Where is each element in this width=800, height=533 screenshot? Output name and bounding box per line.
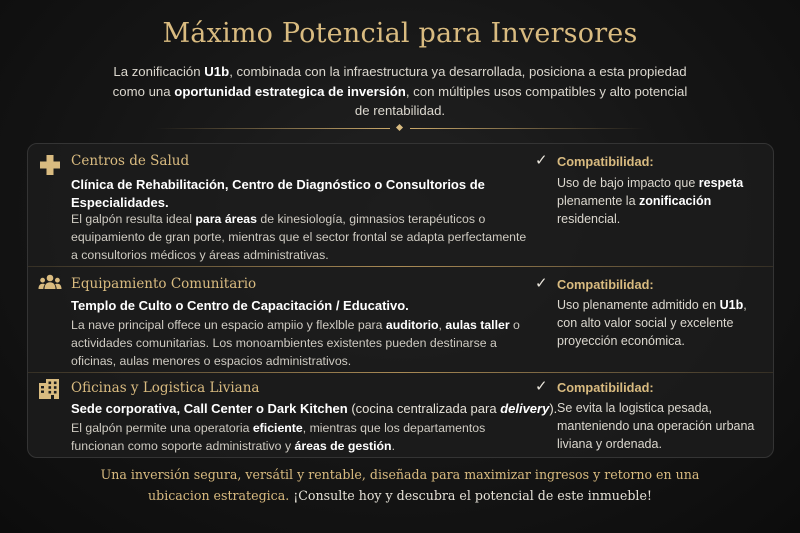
desc-highlight: aulas taller <box>445 318 510 332</box>
divider-line-right <box>410 128 645 129</box>
compat-text: , con alto valor social y excelente proyección económica. <box>557 298 747 348</box>
desc-text: La nave principal offece un espacio ampiio y flexlble para <box>71 318 386 332</box>
compatibility-text <box>557 399 767 453</box>
compat-text: residencial. <box>557 212 621 226</box>
intro-text: , combinada con la infraestructura ya desarrollada, posiciona a esta propiedad <box>229 64 687 79</box>
section-subtitle <box>71 400 558 418</box>
desc-text: , mientras que los departamentos funcionan como soporte administrativo y <box>71 421 486 453</box>
desc-text: o actividades comunitarias. Los monoambientes existentes pueden destinarse a oficinas, aulas menores o espacios administrativos. <box>71 318 520 368</box>
desc-highlight: auditorio <box>385 318 439 332</box>
office-building-icon <box>38 378 62 400</box>
section-title: Equipamiento Comunitario <box>71 276 257 292</box>
section-title: Oficinas y Logistica Liviana <box>71 380 260 396</box>
check-icon: ✓ <box>535 274 548 292</box>
section-description <box>71 316 531 370</box>
compatibility-text <box>557 174 767 228</box>
subtitle-plain: ). <box>549 401 558 416</box>
subtitle-emphasis: delivery <box>500 401 550 416</box>
intro-zone-code: U1b <box>204 64 230 79</box>
divider-diamond-icon <box>396 124 403 131</box>
section-title: Centros de Salud <box>71 153 190 169</box>
closing-statement <box>60 464 740 506</box>
medical-cross-icon <box>38 154 62 176</box>
compat-text: plenamente la <box>557 194 640 208</box>
check-icon: ✓ <box>535 377 548 395</box>
intro-text: de rentabilidad. <box>354 103 446 118</box>
compat-text: Uso de bajo impacto que <box>557 176 699 190</box>
compatibility-label: Compatibilidad: <box>557 154 654 169</box>
subtitle-bold: Sede corporativa, Call Center o Dark Kitchen <box>71 401 348 416</box>
subtitle-plain: (cocina centralizada para <box>347 401 501 416</box>
desc-text: El galpón permite una operatoria <box>71 421 253 435</box>
divider-line-left <box>155 128 390 129</box>
section-subtitle: Clínica de Rehabilitación, Centro de Diagnóstico o Consultorios de Especialidades. <box>71 177 485 210</box>
compatibility-label: Compatibilidad: <box>557 380 654 395</box>
desc-text: , <box>438 318 446 332</box>
compat-highlight: zonificación <box>639 194 712 208</box>
uses-panel <box>27 143 774 458</box>
section-description <box>71 210 531 264</box>
desc-text: . <box>391 439 395 453</box>
section-divider <box>28 372 773 373</box>
compat-text: Uso plenamente admitido en <box>557 298 720 312</box>
section-subtitle: Templo de Culto o Centro de Capacitación / Educativo. <box>71 298 409 313</box>
desc-text: de kinesiología, gimnasios terapéuticos o equipamiento de gran porte, mientras que el sector frontal se adapta perfectamente a consultorios médicos y áreas administrativas. <box>71 212 527 262</box>
closing-line: ubicacion estrategica. <box>148 488 294 503</box>
desc-text: El galpón resulta ideal <box>71 212 196 226</box>
intro-text: La zonificación <box>113 64 205 79</box>
community-people-icon <box>38 273 62 295</box>
section-description <box>71 419 531 455</box>
desc-highlight: áreas de gestión <box>294 439 392 453</box>
ornamental-divider <box>155 125 645 131</box>
section-divider <box>28 266 773 267</box>
intro-highlight: oportunidad estrategica de inversión <box>174 83 406 99</box>
closing-call-to-action: ¡Consulte hoy y descubra el potencial de este inmueble! <box>293 488 652 503</box>
compatibility-label: Compatibilidad: <box>557 277 654 292</box>
compatibility-text <box>557 296 767 350</box>
intro-paragraph <box>95 62 705 121</box>
intro-text: , con múltiples usos compatibles y alto potencial <box>405 83 688 99</box>
compat-highlight: U1b <box>719 298 744 312</box>
desc-highlight: para áreas <box>195 212 257 226</box>
closing-line: Una inversión segura, versátil y rentable, diseñada para maximizar ingresos y retorno en una <box>100 467 700 482</box>
page-title: Máximo Potencial para Inversores <box>162 18 638 49</box>
desc-highlight: eficiente <box>252 421 303 435</box>
check-icon: ✓ <box>535 151 548 169</box>
compat-text: Se evita la logistica pesada, manteniendo una operación urbana liviana y ordenada. <box>557 401 755 451</box>
intro-text: como una <box>112 83 175 99</box>
compat-highlight: respeta <box>698 176 744 190</box>
